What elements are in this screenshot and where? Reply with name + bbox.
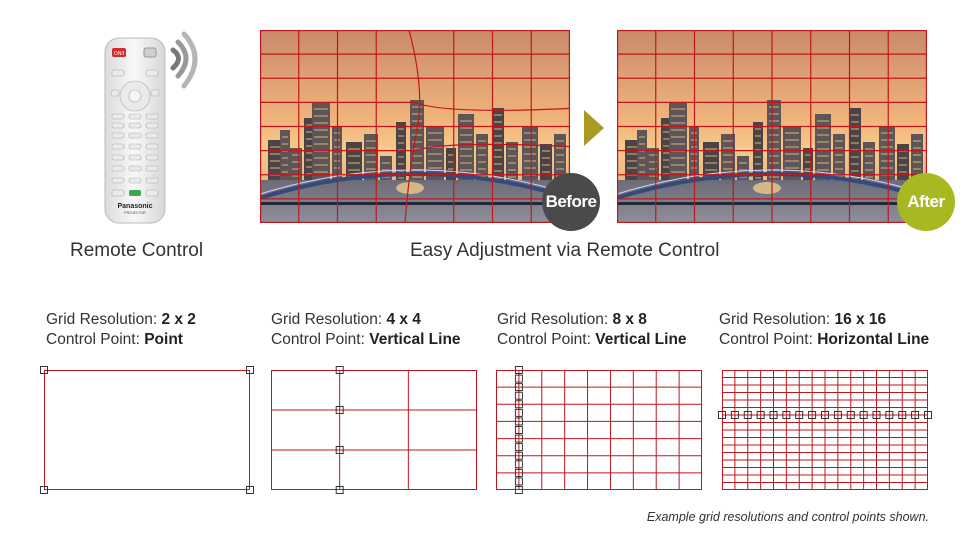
after-badge: After bbox=[897, 173, 955, 231]
photo-before bbox=[260, 30, 570, 223]
footnote: Example grid resolutions and control points shown. bbox=[646, 510, 929, 524]
grid-8x8-diagram bbox=[496, 370, 702, 490]
remote-brand: Panasonic bbox=[117, 203, 153, 210]
photo-after bbox=[617, 30, 927, 223]
easy-adjustment-caption: Easy Adjustment via Remote Control bbox=[410, 240, 720, 261]
grid-2x2-heading: Grid Resolution: 2 x 2 Control Point: Point bbox=[46, 311, 196, 348]
grid-4x4-diagram bbox=[271, 370, 477, 490]
grid-2x2-diagram bbox=[44, 370, 250, 490]
arrow-right-icon bbox=[584, 110, 604, 146]
grid-lines bbox=[45, 371, 250, 490]
control-points bbox=[41, 367, 254, 494]
grid-4x4-heading: Grid Resolution: 4 x 4 Control Point: Vertical Line bbox=[271, 311, 461, 348]
grid-lines bbox=[496, 370, 702, 490]
grid-lines bbox=[271, 370, 477, 490]
signal-icon bbox=[173, 34, 195, 86]
remote-model: PROJECTOR bbox=[124, 211, 146, 215]
remote-control-illustration bbox=[60, 28, 210, 228]
grid-16x16-diagram bbox=[722, 370, 928, 490]
before-badge: Before bbox=[542, 173, 600, 231]
grid-16x16-heading: Grid Resolution: 16 x 16 Control Point: Horizontal Line bbox=[719, 311, 930, 348]
grid-lines bbox=[722, 370, 928, 490]
remote-control-caption: Remote Control bbox=[70, 240, 204, 261]
svg-text:ON/I: ON/I bbox=[113, 51, 125, 57]
grid-8x8-heading: Grid Resolution: 8 x 8 Control Point: Vertical Line bbox=[497, 311, 687, 348]
